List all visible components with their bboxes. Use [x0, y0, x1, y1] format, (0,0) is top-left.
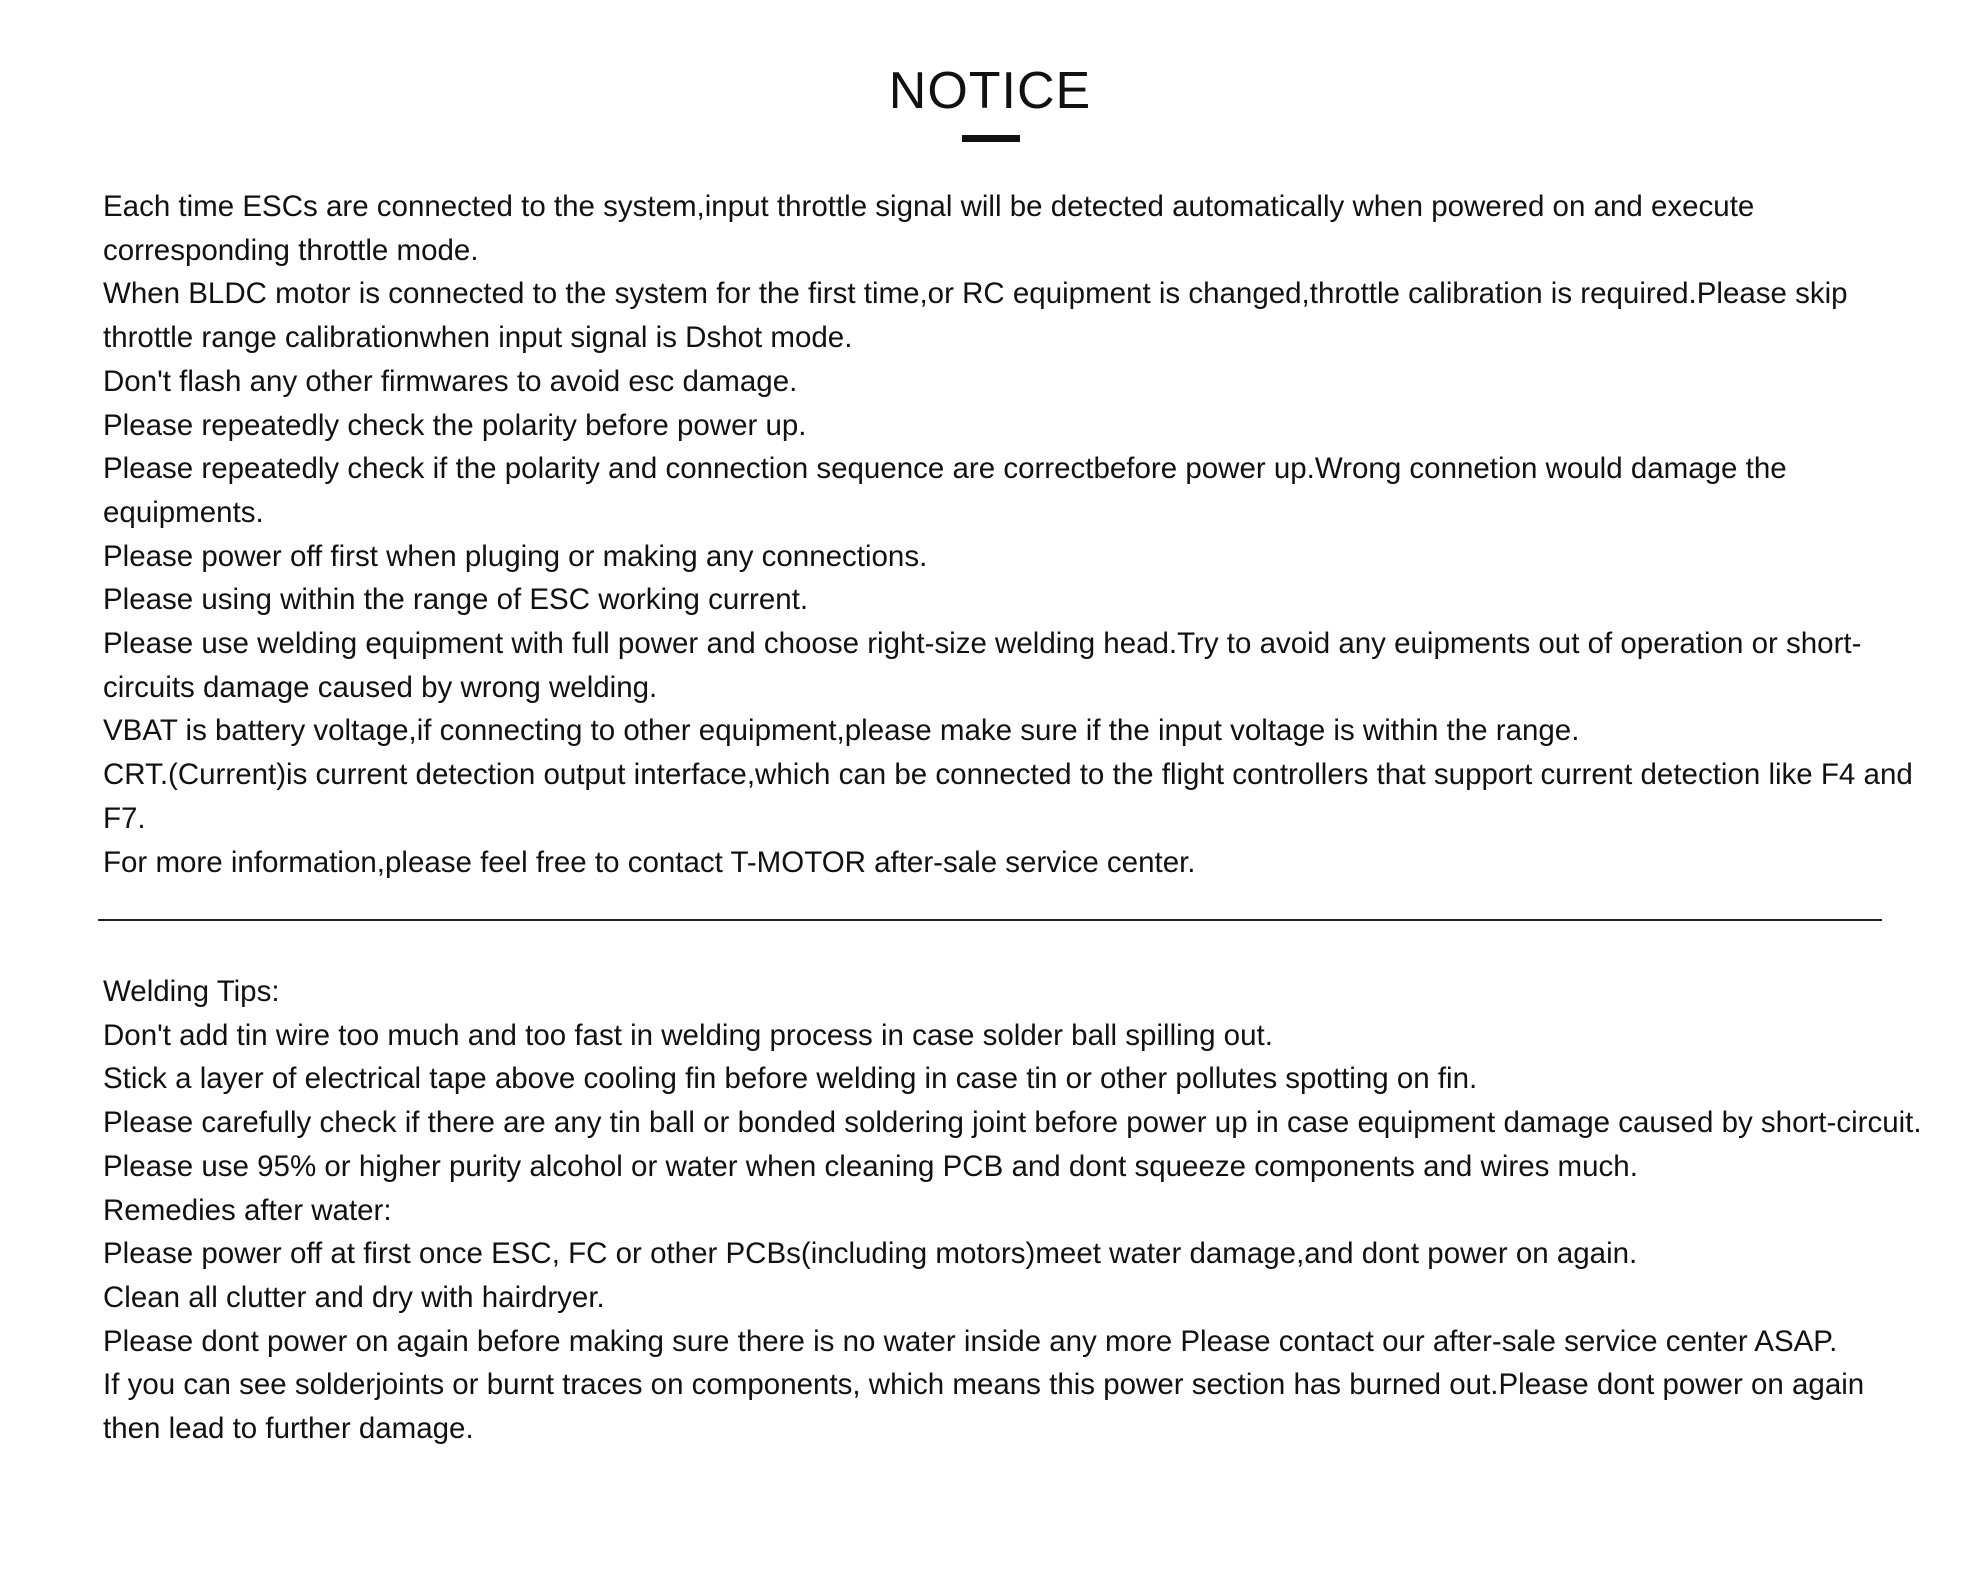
welding-tip-item: Please dont power on again before making sure there is no water inside any more Please contact our after-sale service center ASAP.	[103, 1324, 1838, 1358]
notice-list	[103, 185, 1923, 884]
notice-item: Don't flash any other firmwares to avoid esc damage.	[103, 364, 798, 398]
page-title: NOTICE	[888, 62, 1092, 120]
water-remedies-heading: Remedies after water:	[103, 1193, 392, 1227]
notice-item: CRT.(Current)is current detection output interface,which can be connected to the flight controllers that support current detection like F4 and F7.	[103, 758, 1913, 835]
notice-item: Please using within the range of ESC working current.	[103, 583, 809, 617]
notice-item: VBAT is battery voltage,if connecting to other equipment,please make sure if the input voltage is within the range.	[103, 714, 1580, 748]
welding-tip-item: Please carefully check if there are any tin ball or bonded soldering joint before power up in case equipment damage caused by short-circuit.	[103, 1106, 1922, 1140]
welding-tip-item: Don't add tin wire too much and too fast in welding process in case solder ball spilling out.	[103, 1018, 1273, 1052]
welding-tip-item: Stick a layer of electrical tape above cooling fin before welding in case tin or other pollutes spotting on fin.	[103, 1062, 1478, 1096]
welding-tips-heading: Welding Tips:	[103, 975, 280, 1008]
notice-item: Please power off first when pluging or making any connections.	[103, 539, 928, 573]
title-underline	[962, 135, 1020, 142]
notice-item: Please repeatedly check the polarity before power up.	[103, 408, 807, 442]
notice-item: When BLDC motor is connected to the system for the first time,or RC equipment is changed,throttle calibration is required.Please skip throttle range calibrationwhen input signal is Dshot mode.	[103, 277, 1848, 355]
section-divider	[98, 919, 1882, 921]
notice-item: Please repeatedly check if the polarity and connection sequence are correctbefore power up.Wrong connetion would damage the equipments.	[103, 452, 1787, 529]
notice-item: For more information,please feel free to contact T-MOTOR after-sale service center.	[103, 845, 1196, 879]
welding-tip-item: Clean all clutter and dry with hairdryer.	[103, 1280, 605, 1314]
notice-item: Each time ESCs are connected to the system,input throttle signal will be detected automatically when powered on and execute corresponding throttle mode.	[103, 190, 1755, 267]
notice-item: Please use welding equipment with full power and choose right-size welding head.Try to avoid any euipments out of operation or short-circuits damage caused by wrong welding.	[103, 627, 1862, 704]
welding-tip-item: If you can see solderjoints or burnt traces on components, which means this power section has burned out.Please dont power on again then lead to further damage.	[103, 1368, 1865, 1446]
welding-tip-item: Please power off at first once ESC, FC or other PCBs(including motors)meet water damage,and dont power on again.	[103, 1237, 1638, 1271]
welding-tip-item: Please use 95% or higher purity alcohol or water when cleaning PCB and dont squeeze components and wires much.	[103, 1149, 1638, 1183]
welding-tips-list	[103, 970, 1923, 1451]
